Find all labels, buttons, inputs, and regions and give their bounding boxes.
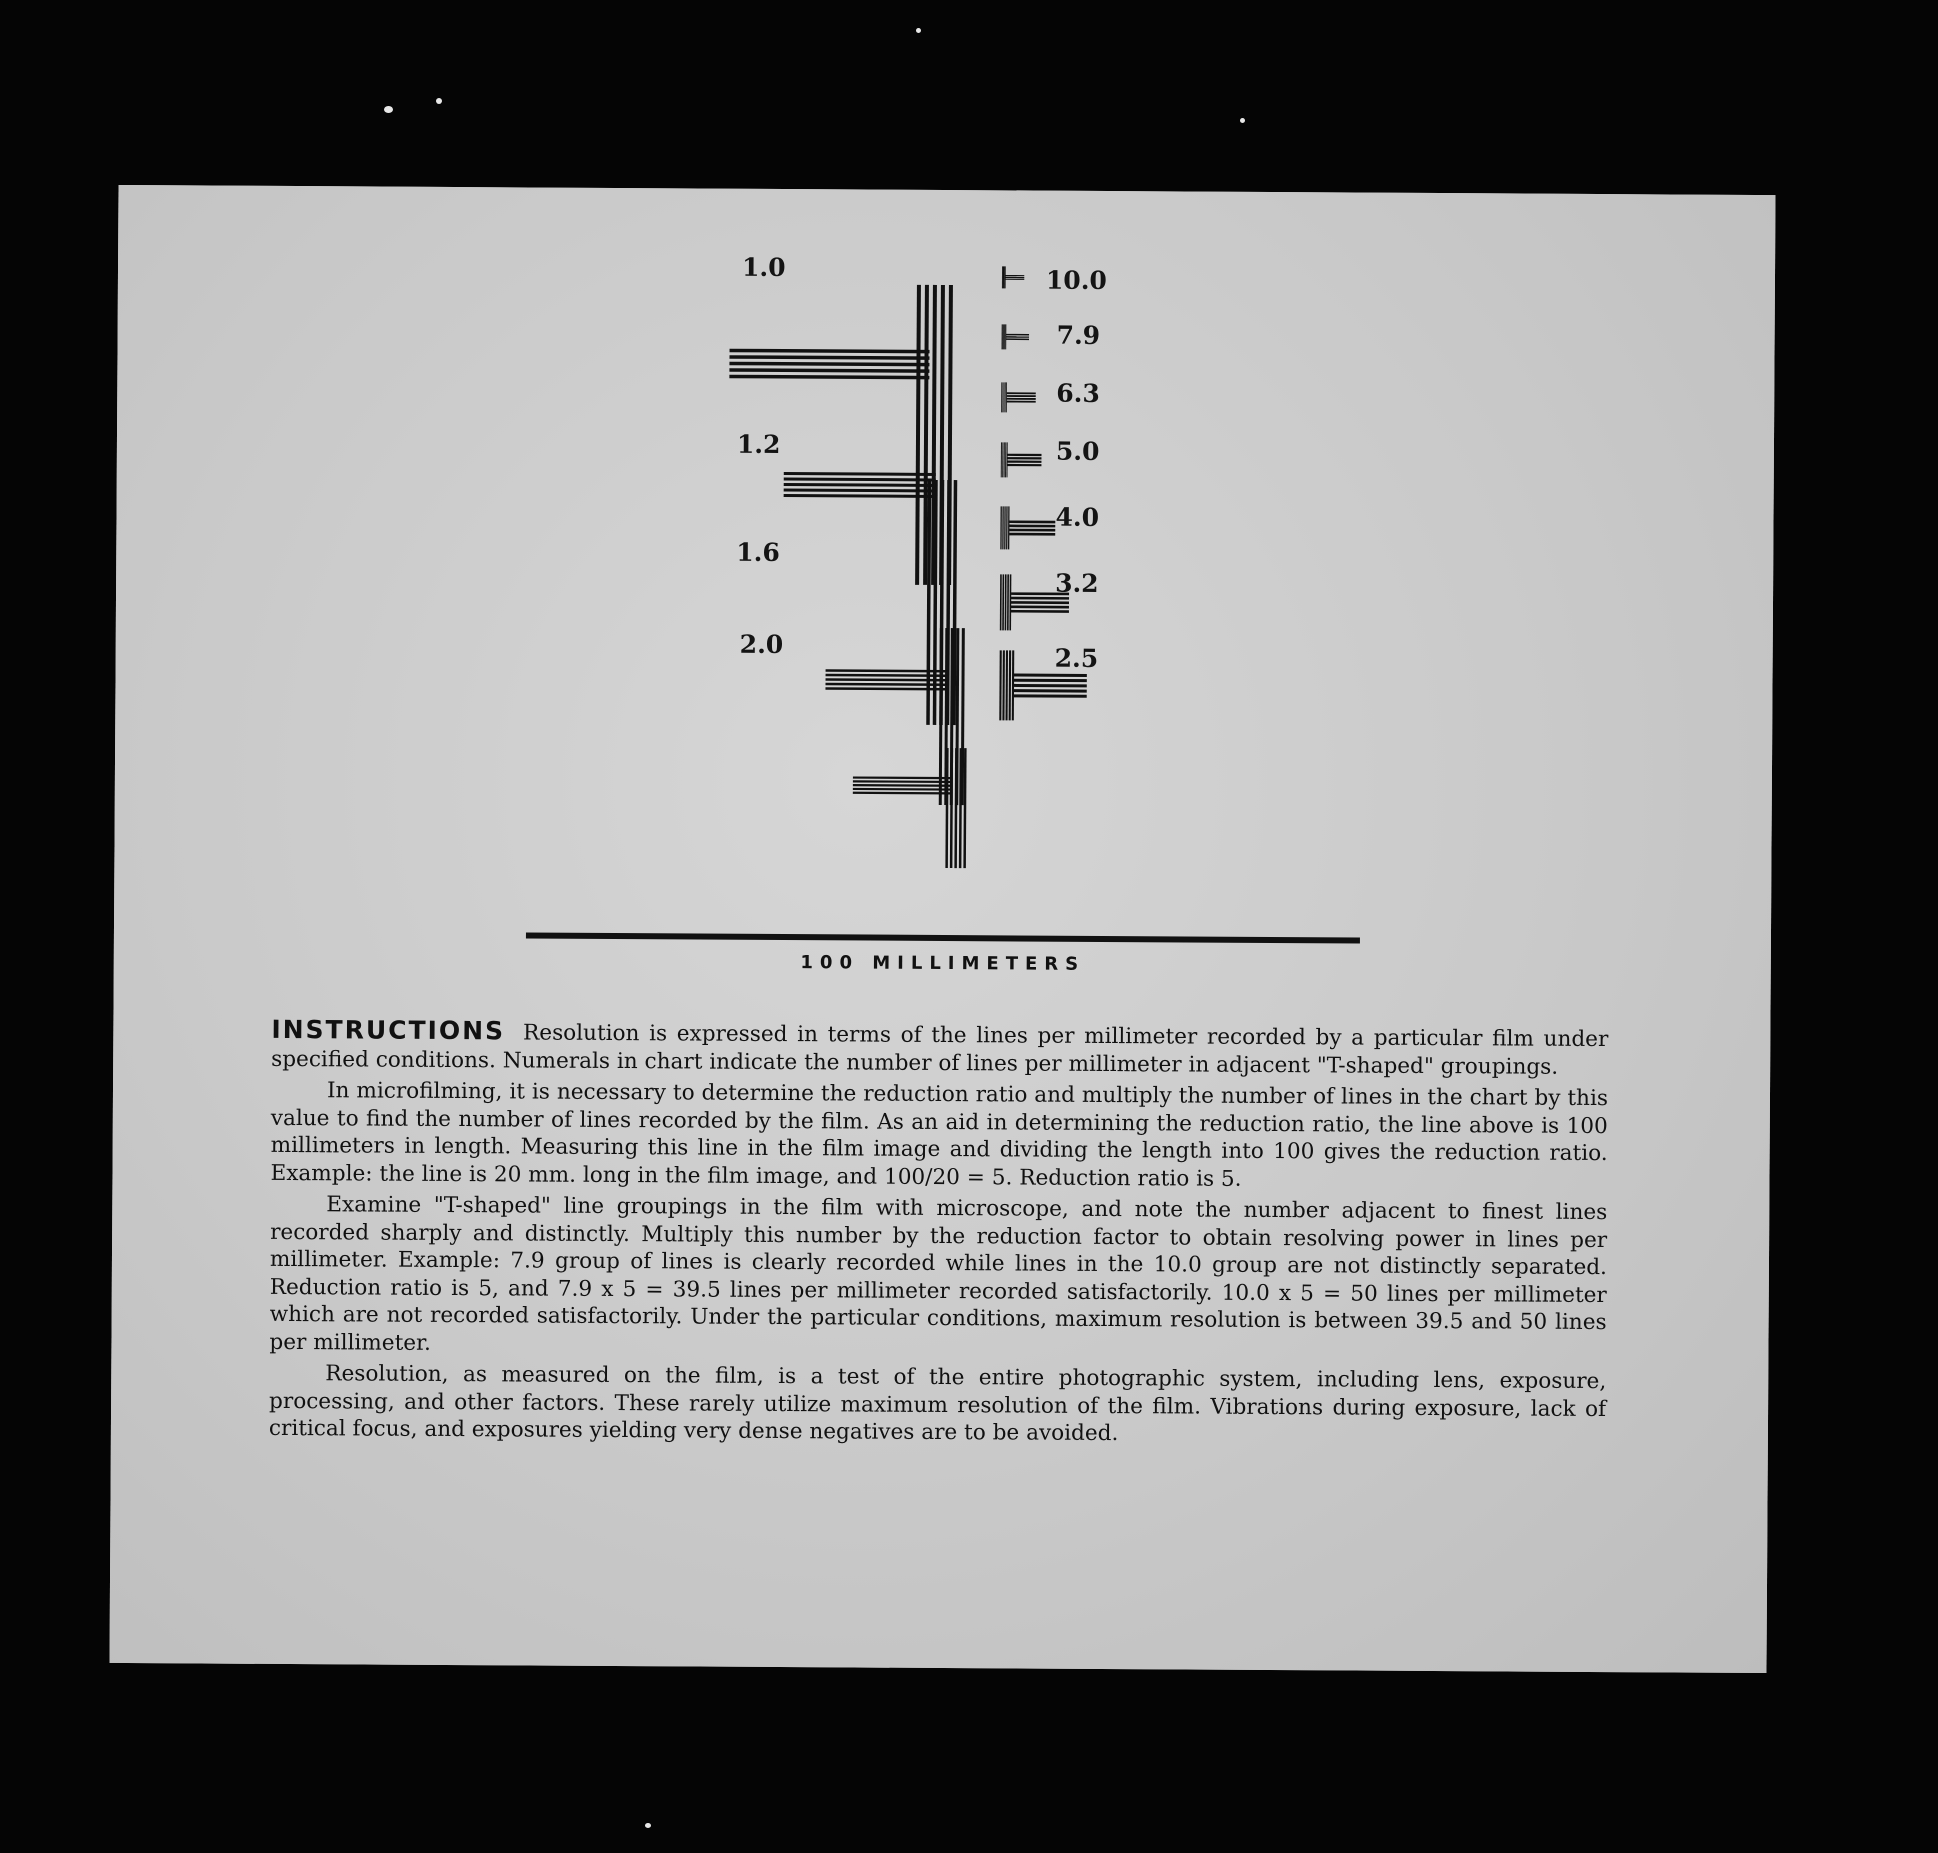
instructions-paragraph-2: In microfilming, it is necessary to determine the reduction ratio and multiply the number of lines in the chart by this value to find the number of lines recorded by the film. As an aid in determining the reduction ratio, the line above is 100 millimeters in length. Measuring this line in the film image and dividing the length into 100 gives the reduction ratio. Example: the line is 20 mm. long in the film image, and 100/20 = 5. Reduction ratio is 5.	[270, 1078, 1609, 1192]
group-5.0-vbar	[1004, 442, 1005, 477]
resolution-test-card	[110, 185, 1776, 1673]
group-4.0-vbar	[1004, 506, 1006, 549]
group-1.0-hbar	[729, 368, 929, 373]
group-3.2-vbar	[1000, 574, 1002, 630]
group-3.2-hbar	[1011, 606, 1069, 609]
group-2.5-hbar	[1014, 689, 1087, 692]
group-2.5-vbar	[1002, 650, 1005, 720]
group-1.2-hbar	[784, 483, 936, 487]
group-7.9-vbar	[1002, 324, 1003, 349]
group-5.0-hbar	[1007, 454, 1041, 456]
group-3.2-vbar	[1002, 574, 1004, 630]
group-6.3-vbar	[1002, 382, 1003, 412]
group-1.2-hbar	[784, 472, 936, 476]
group-3.2-vbar	[1007, 574, 1009, 630]
group-5.0-vbar	[1001, 442, 1002, 477]
dust-speck	[384, 106, 393, 113]
group-2.0-hbar	[853, 784, 951, 787]
label-left-1.2: 1.2	[736, 429, 781, 460]
group-7.9-hbar	[1006, 334, 1029, 336]
group-2.0-vbar	[959, 748, 962, 868]
group-6.3-hbar	[1007, 401, 1036, 403]
group-3.2-vbar	[1005, 574, 1007, 630]
instructions-paragraph-1	[271, 1016, 1608, 1081]
instructions-paragraph-4: Resolution, as measured on the film, is a test of the entire photographic system, including lens, exposure, processing, and other factors. These rarely utilize maximum resolution of the film. Vibrations during exposure, lack of critical focus, and exposures yielding very dense negatives are to be avoided.	[268, 1361, 1607, 1447]
group-5.0-vbar	[1007, 442, 1008, 477]
group-5.0-hbar	[1007, 464, 1041, 466]
group-1.2-hbar	[784, 494, 936, 498]
group-4.0-vbar	[1006, 506, 1008, 549]
group-3.2-hbar	[1011, 610, 1069, 613]
group-2.5-vbar	[999, 650, 1002, 720]
dust-speck	[1240, 118, 1245, 123]
label-right-3.2: 3.2	[1055, 568, 1099, 598]
group-4.0-vbar	[1002, 506, 1004, 549]
instructions-paragraph-1-text: Resolution is expressed in terms of the lines per millimeter recorded by a particular film under specified conditions. Numerals in chart indicate the number of lines per millimeter in adjacent "T-shaped" groupings.	[271, 1020, 1609, 1080]
group-1.0-hbar	[730, 349, 930, 354]
group-1.2-hbar	[784, 478, 936, 482]
group-6.3-hbar	[1007, 395, 1036, 397]
group-2.5-hbar	[1014, 684, 1087, 687]
group-7.9-vbar	[1003, 324, 1004, 349]
group-6.3-vbar	[1001, 382, 1002, 412]
group-4.0-hbar	[1009, 533, 1055, 536]
dust-speck	[645, 1823, 651, 1828]
group-6.3-vbar	[1004, 382, 1005, 412]
group-5.0-vbar	[1002, 442, 1003, 477]
group-1.0-vbar	[915, 285, 921, 585]
group-3.2-hbar	[1011, 601, 1069, 604]
label-right-7.9: 7.9	[1056, 320, 1101, 350]
group-7.9-vbar	[1004, 324, 1005, 349]
group-2.5-hbar	[1014, 679, 1087, 682]
group-6.3-vbar	[1005, 382, 1006, 412]
group-4.0-hbar	[1009, 525, 1055, 528]
group-4.0-vbar	[1008, 506, 1010, 549]
group-2.5-vbar	[1006, 650, 1009, 720]
group-1.0-hbar	[729, 355, 929, 360]
label-right-4.0: 4.0	[1055, 502, 1100, 532]
group-2.0-hbar	[853, 776, 951, 779]
label-right-10.0: 10.0	[1045, 265, 1107, 295]
group-2.0-hbar	[853, 780, 951, 783]
instructions-text	[269, 1016, 1609, 1455]
label-left-2.0: 2.0	[739, 629, 784, 660]
group-2.5-hbar	[1014, 674, 1087, 677]
group-1.0-hbar	[729, 362, 929, 367]
group-4.0-hbar	[1009, 520, 1055, 523]
group-7.9-hbar	[1006, 336, 1029, 338]
instructions-paragraph-3: Examine "T-shaped" line groupings in the film with microscope, and note the number adjacent to finest lines recorded sharply and distinctly. Multiply this number by the reduction factor to obtain resolving power in lines per millimeter. Example: 7.9 group of lines is clearly recorded while lines in the 10.0 group are not distinctly separated. Reduction ratio is 5, and 7.9 x 5 = 39.5 lines per millimeter recorded satisfactorily. 10.0 x 5 = 50 lines per millimeter which are not recorded satisfactorily. Under the particular conditions, maximum resolution is between 39.5 and 50 lines per millimeter.	[269, 1192, 1608, 1356]
label-left-1.6: 1.6	[736, 537, 780, 567]
group-1.0-hbar	[729, 375, 929, 380]
dust-speck	[916, 28, 921, 33]
group-6.3-hbar	[1007, 392, 1036, 394]
instructions-heading: INSTRUCTIONS	[271, 1014, 506, 1046]
label-right-2.5: 2.5	[1054, 643, 1099, 673]
group-1.2-hbar	[784, 489, 936, 493]
label-right-6.3: 6.3	[1056, 378, 1100, 408]
group-5.0-vbar	[1005, 442, 1006, 477]
group-2.0-vbar	[954, 748, 957, 868]
group-2.0-hbar	[853, 792, 951, 795]
group-4.0-hbar	[1009, 529, 1055, 532]
group-10.0-hbar	[1005, 275, 1024, 276]
group-5.0-hbar	[1007, 460, 1041, 462]
label-left-1.0: 1.0	[741, 252, 786, 283]
group-2.5-vbar	[1009, 650, 1012, 720]
group-10.0-hbar	[1005, 279, 1024, 280]
group-6.3-hbar	[1007, 398, 1036, 400]
group-4.0-vbar	[1000, 506, 1002, 549]
label-right-5.0: 5.0	[1055, 436, 1100, 466]
dust-speck	[436, 98, 442, 104]
group-6.3-vbar	[1006, 382, 1007, 412]
group-10.0-hbar	[1005, 277, 1024, 278]
group-2.5-hbar	[1014, 694, 1087, 697]
group-7.9-vbar	[1003, 324, 1004, 349]
group-2.0-hbar	[853, 788, 951, 791]
group-7.9-hbar	[1006, 338, 1029, 340]
group-5.0-hbar	[1007, 457, 1041, 459]
scale-label: 100 MILLIMETERS	[800, 952, 1086, 975]
